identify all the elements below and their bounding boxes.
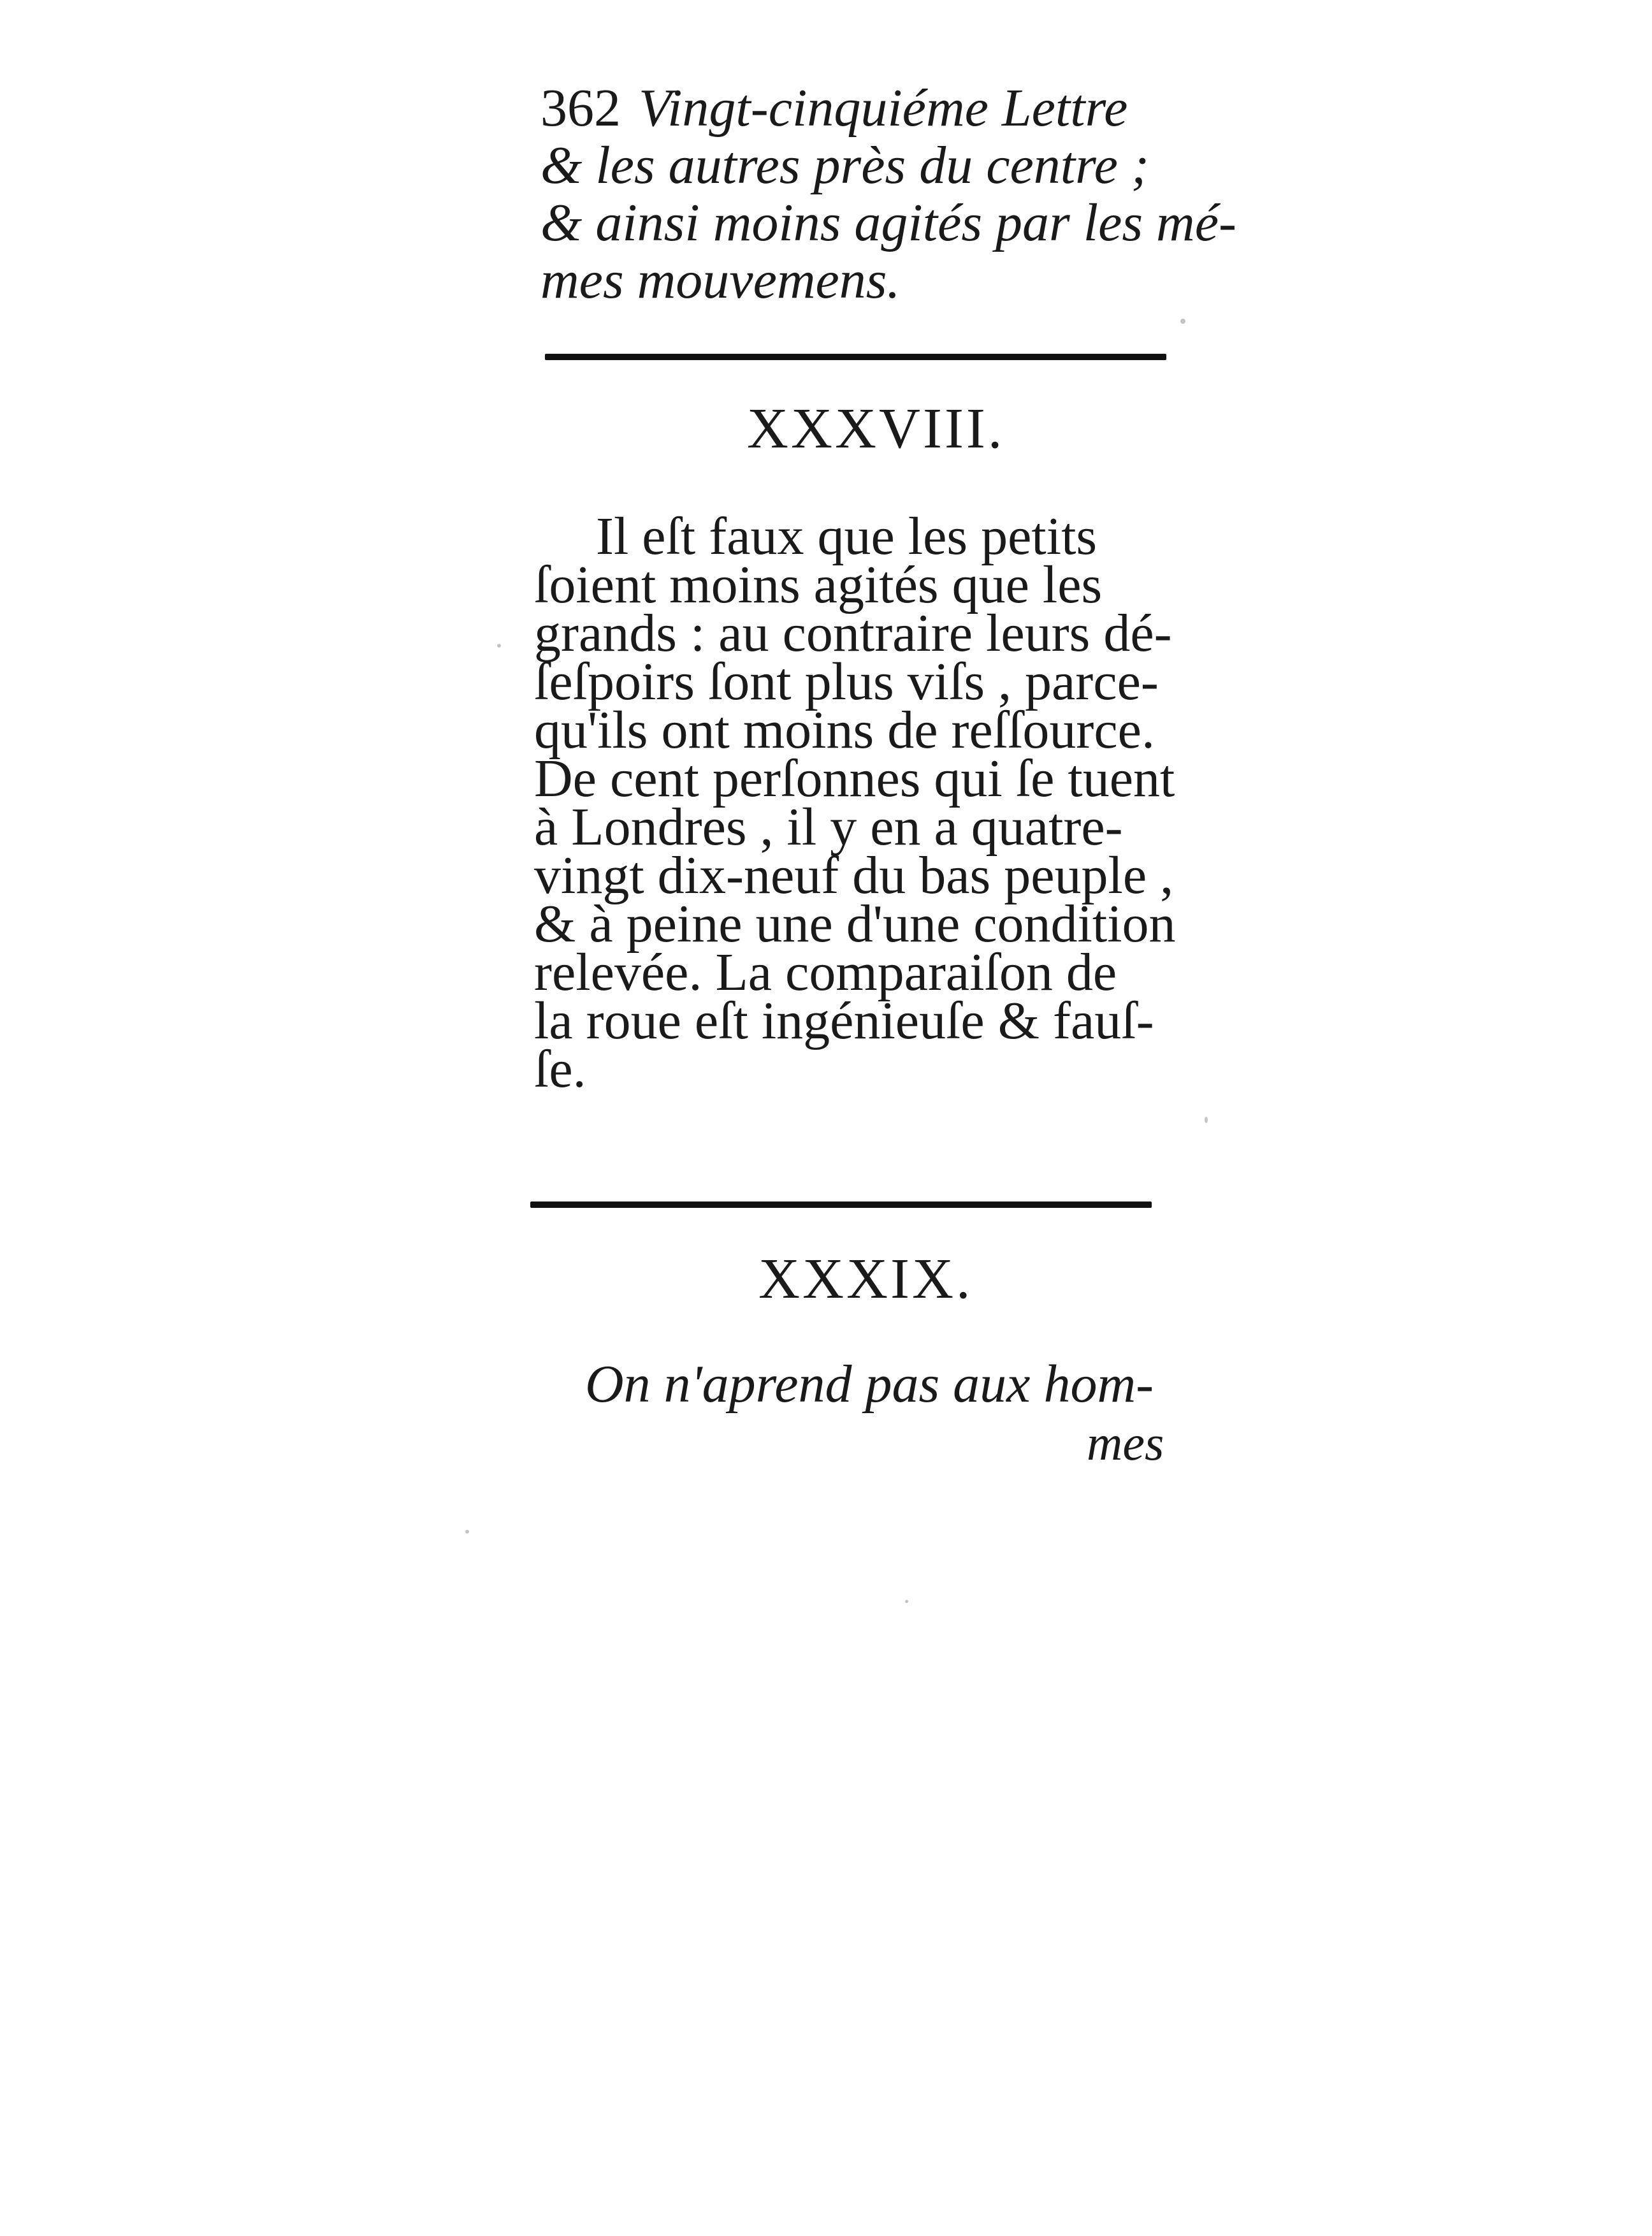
print-speck	[905, 1600, 908, 1603]
section-heading-xxxviii: XXXVIII.	[747, 397, 1005, 460]
paragraph-line-2: ſoient moins agités que les	[534, 555, 1103, 614]
print-speck	[465, 1530, 469, 1534]
page-number: 362	[540, 78, 621, 138]
paragraph-line-11: la roue eſt ingénieuſe & fauſ-	[534, 991, 1154, 1050]
print-speck	[1205, 1117, 1208, 1123]
section-heading-xxxix: XXXIX.	[758, 1247, 973, 1310]
section-divider-rule-2	[530, 1201, 1152, 1208]
paragraph-line-9: & à peine une d'une condition	[534, 894, 1176, 954]
paragraph-line-10: relevée. La comparaiſon de	[534, 943, 1117, 1002]
paragraph-line-4: ſeſpoirs ſont plus viſs , parce-	[534, 652, 1159, 711]
paragraph-line-5: qu'ils ont moins de reſſource.	[534, 701, 1155, 760]
section-divider-rule	[545, 354, 1166, 360]
catchword: mes	[1087, 1415, 1164, 1470]
paragraph-line-7: à Londres , il y en a quatre-	[534, 797, 1123, 857]
paragraph-line-xxxix-1: On n'aprend pas aux hom-	[585, 1354, 1154, 1414]
print-speck	[497, 644, 501, 648]
running-title: Vingt-cinquiéme Lettre	[639, 78, 1128, 138]
paragraph-line-6: De cent perſonnes qui ſe tuent	[534, 749, 1175, 808]
continued-line-1: & les autres près du centre ;	[540, 136, 1149, 195]
continued-line-2: & ainsi moins agités par les mé-	[540, 193, 1236, 252]
continued-line-3: mes mouvemens.	[540, 250, 901, 310]
print-speck	[1180, 319, 1185, 324]
paragraph-line-3: grands : au contraire leurs dé-	[534, 604, 1172, 663]
paragraph-line-12: ſe.	[534, 1040, 586, 1099]
paragraph-line-1: Il eſt faux que les petits	[596, 507, 1098, 566]
paragraph-line-8: vingt dix-neuf du bas peuple ,	[534, 846, 1174, 905]
running-header	[540, 78, 1162, 138]
